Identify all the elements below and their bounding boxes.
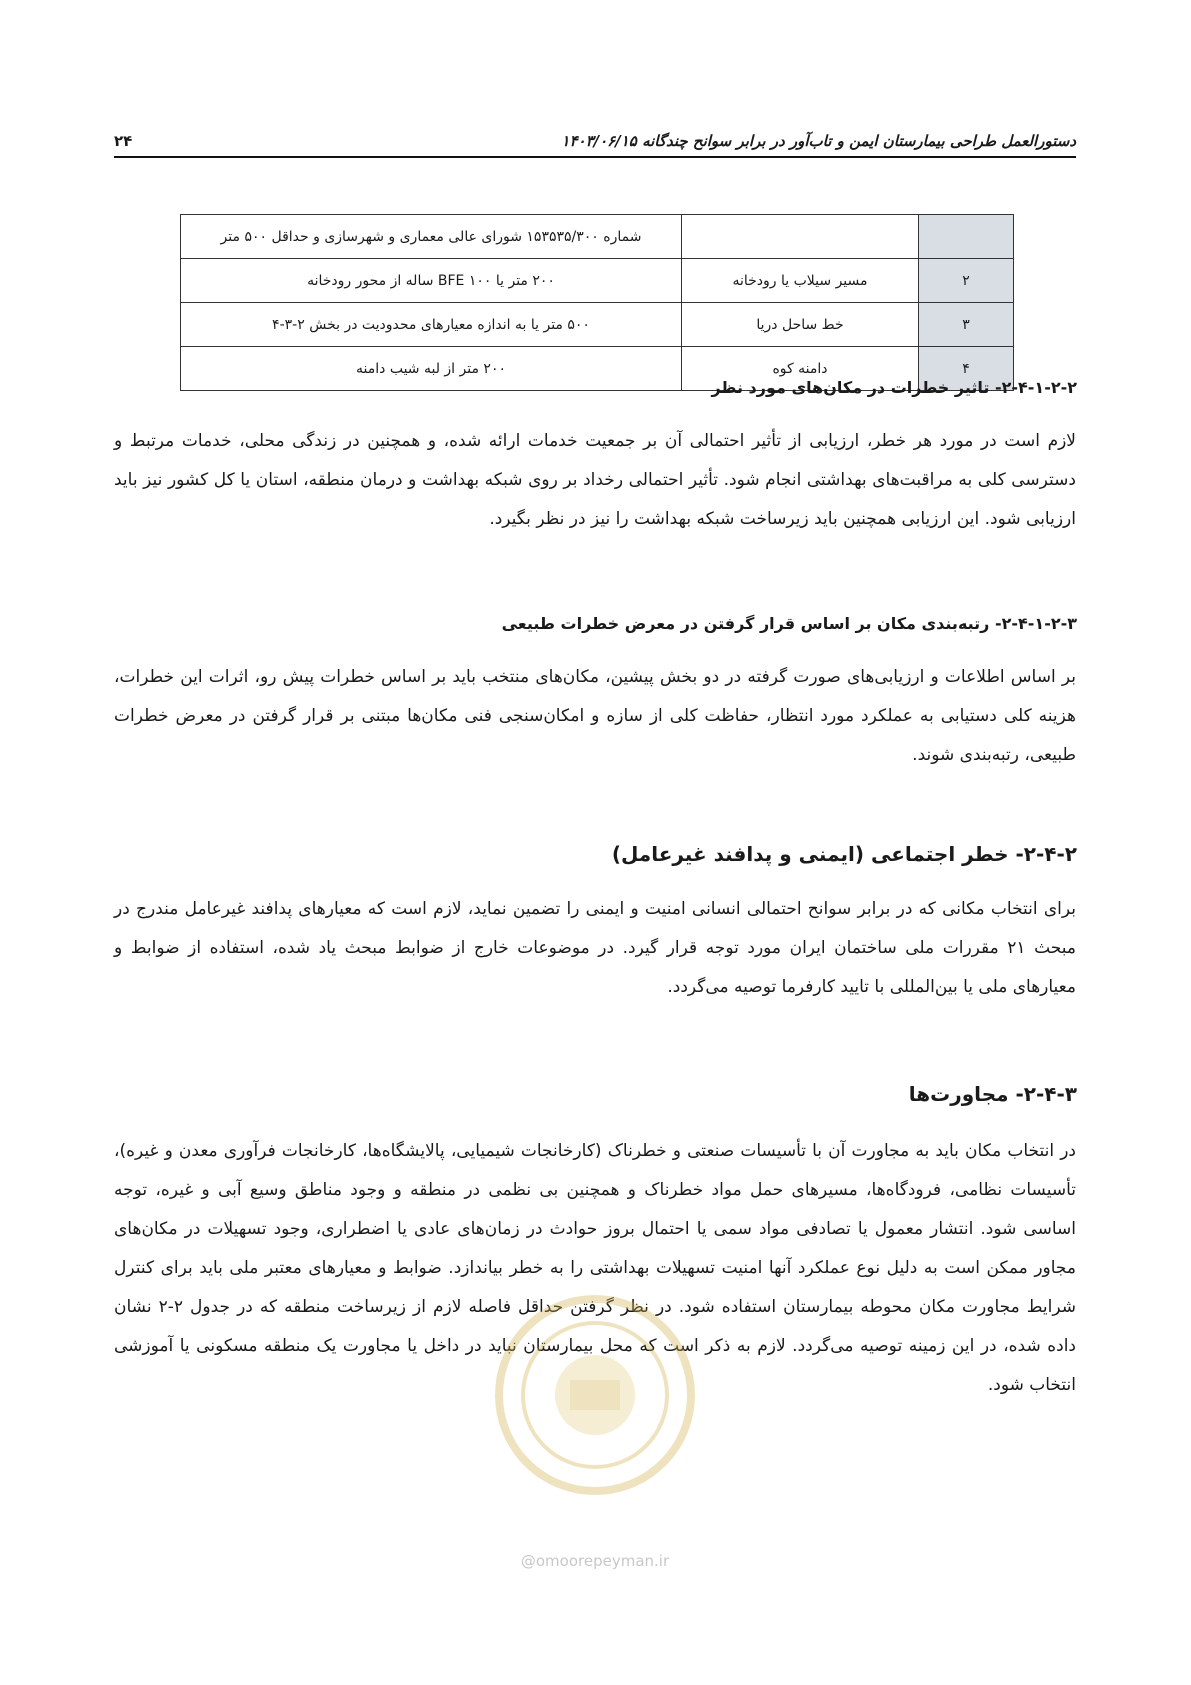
section-heading: ۲-۴-۱-۲-۲- تاثیر خطرات در مکان‌های مورد نظر (711, 378, 1077, 397)
section-paragraph: در انتخاب مکان باید به مجاورت آن با تأسیسات صنعتی و خطرناک (کارخانجات شیمیایی، پالایشگاه‌ها، کارخانجات فرآوری معدن و غیره)، تأسیسات نظامی، فرودگاه‌ها، مسیرهای حمل مواد خطرناک و همچنین بی نظمی در منطقه و وجود مناطق وسیع آبی و غیره، توجه اساسی شود. انتشار معمول یا تصادفی مواد سمی یا احتمال بروز حوادث در زمان‌های عادی یا اضطراری، وجود تسهیلات در مکان‌های مجاور ممکن است به دلیل نوع عملکرد آنها امنیت تسهیلات بهداشتی را به خطر بیاندازد. ضوابط و معیارهای معتبر ملی باید برای کنترل شرایط مجاورت مکان محوطه بیمارستان استفاده شود. در نظر گرفتن حداقل فاصله لازم از زیرساخت منطقه که در جدول ۲-۲ نشان داده شده، در این زمینه توصیه می‌گردد. لازم به ذکر است که محل بیمارستان نباید در داخل یا مجاورت یک منطقه مسکونی یا آموزشی انتخاب شود. (114, 1141, 1076, 1395)
hazard-cell: دامنه کوه (682, 347, 919, 391)
section-paragraph: بر اساس اطلاعات و ارزیابی‌های صورت گرفته در دو بخش پیشین، مکان‌های منتخب باید بر اساس خطرات پیش رو، اثرات این خطرات، هزینه کلی دستیابی به عملکرد مورد انتظار، حفاظت کلی از سازه و امکان‌سنجی فنی مکان‌ها مبتنی بر قرار گرفتن در معرض خطرات طبیعی، رتبه‌بندی شوند. (114, 667, 1076, 765)
watermark-site: @omoorepeyman.ir (520, 1552, 670, 1570)
table-row (181, 215, 1014, 259)
row-number-cell: ۳ (919, 303, 1014, 347)
distance-cell: شماره ۱۵۳۵۳۵/۳۰۰ شورای عالی معماری و شهرسازی و حداقل ۵۰۰ متر (181, 215, 682, 259)
header-rule (114, 156, 1076, 158)
row-number-cell (919, 215, 1014, 259)
distance-table (180, 214, 1014, 391)
distance-cell: ۵۰۰ متر یا به اندازه معیارهای محدودیت در بخش ۲-۳-۴ (181, 303, 682, 347)
distance-cell: ۲۰۰ متر از لبه شیب دامنه (181, 347, 682, 391)
running-header (114, 126, 1076, 156)
section-paragraph: برای انتخاب مکانی که در برابر سوانح احتمالی انسانی امنیت و ایمنی را تضمین نماید، لازم است که معیارهای پدافند غیرعامل مندرج در مبحث ۲۱ مقررات ملی ساختمان ایران مورد توجه قرار گیرد. در موضوعات خارج از ضوابط مبحث یاد شده، استفاده از ضوابط و معیارهای ملی یا بین‌المللی با تایید کارفرما توصیه می‌گردد. (114, 899, 1076, 997)
table-row (181, 303, 1014, 347)
hazard-cell: خط ساحل دریا (682, 303, 919, 347)
watermark-seal-icon (490, 1290, 700, 1500)
header-title: دستورالعمل طراحی بیمارستان ایمن و تاب‌آور در برابر سوانح چندگانه ۱۴۰۳/۰۶/۱۵ (561, 132, 1076, 150)
section-heading: ۲-۴-۳- مجاورت‌ها (908, 1082, 1077, 1106)
distance-cell: ۲۰۰ متر یا BFE ۱۰۰ ساله از محور رودخانه (181, 259, 682, 303)
table-row (181, 259, 1014, 303)
row-number-cell: ۴ (919, 347, 1014, 391)
section-paragraph: لازم است در مورد هر خطر، ارزیابی از تأثیر احتمالی آن بر جمعیت خدمات ارائه شده، و همچنین در زندگی محلی، خدمات مرتبط و دسترسی کلی به مراقبت‌های بهداشتی انجام شود. تأثیر احتمالی رخداد بر روی شبکه بهداشت و درمان منطقه، استان یا کل کشور نیز باید ارزیابی شود. این ارزیابی همچنین باید زیرساخت شبکه بهداشت را نیز در نظر بگیرد. (114, 431, 1076, 529)
page-number: ۲۴ (114, 132, 133, 150)
row-number-cell: ۲ (919, 259, 1014, 303)
section-heading: ۲-۴-۱-۲-۳- رتبه‌بندی مکان بر اساس قرار گرفتن در معرض خطرات طبیعی (501, 614, 1077, 633)
hazard-cell: مسیر سیلاب یا رودخانه (682, 259, 919, 303)
hazard-cell (682, 215, 919, 259)
section-heading: ۲-۴-۲- خطر اجتماعی (ایمنی و پدافند غیرعامل) (611, 842, 1077, 866)
